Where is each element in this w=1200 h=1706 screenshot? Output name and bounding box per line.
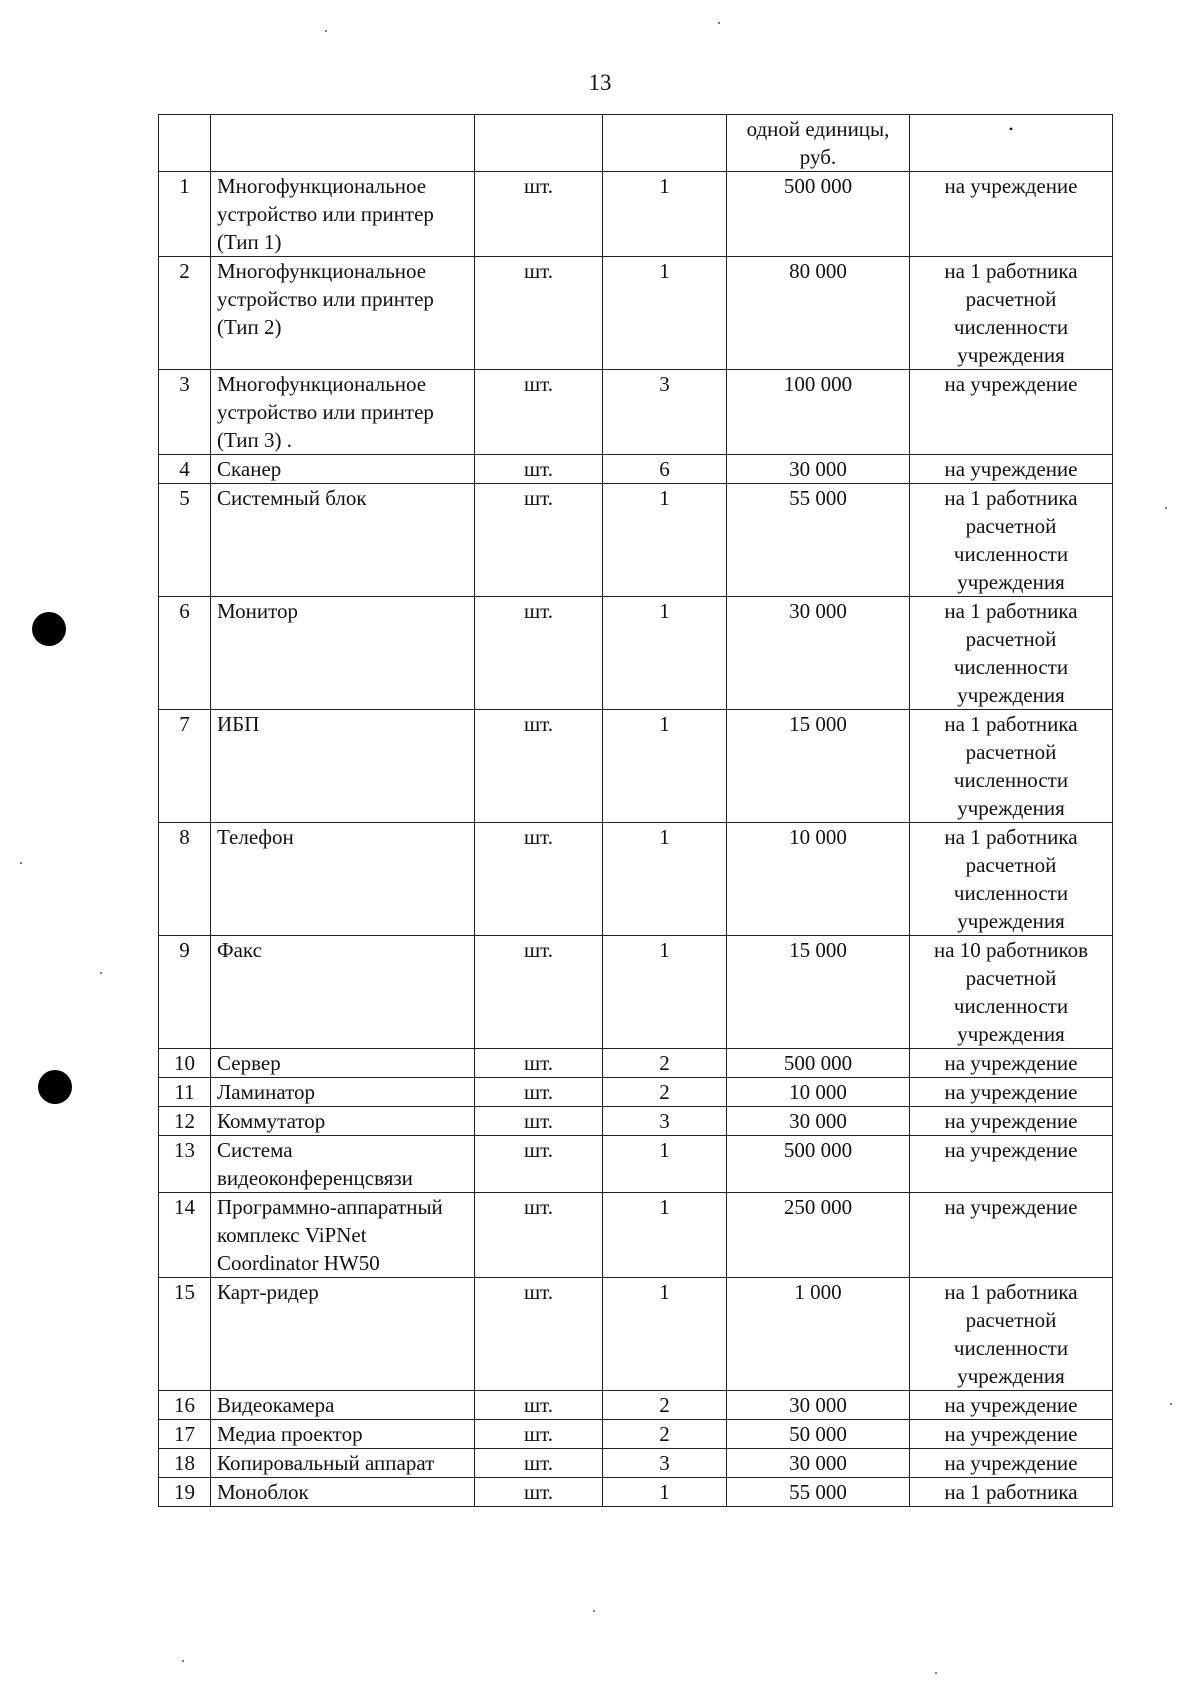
item-name: ИБП xyxy=(211,710,475,823)
row-number: 6 xyxy=(159,597,211,710)
item-quantity: 2 xyxy=(603,1391,727,1420)
binder-hole-upper xyxy=(32,612,66,646)
item-name: Медиа проектор xyxy=(211,1420,475,1449)
item-quantity: 6 xyxy=(603,455,727,484)
item-unit: шт. xyxy=(475,1078,603,1107)
item-price: 10 000 xyxy=(727,823,910,936)
item-unit: шт. xyxy=(475,597,603,710)
table-row xyxy=(159,1449,1113,1478)
row-number: 1 xyxy=(159,172,211,257)
item-basis: на учреждение xyxy=(910,1449,1113,1478)
scan-speck xyxy=(100,972,102,974)
header-name-cell xyxy=(211,115,475,172)
item-name: Многофункциональное устройство или принтер (Тип 2) xyxy=(211,257,475,370)
item-basis: на учреждение xyxy=(910,1420,1113,1449)
item-basis: на учреждение xyxy=(910,1049,1113,1078)
item-price: 10 000 xyxy=(727,1078,910,1107)
item-unit: шт. xyxy=(475,1391,603,1420)
item-unit: шт. xyxy=(475,1478,603,1507)
item-basis: на учреждение xyxy=(910,370,1113,455)
binder-hole-lower xyxy=(38,1070,72,1104)
table-row xyxy=(159,823,1113,936)
item-basis: на 1 работника расчетной численности учреждения xyxy=(910,823,1113,936)
item-unit: шт. xyxy=(475,823,603,936)
item-quantity: 1 xyxy=(603,710,727,823)
row-number: 13 xyxy=(159,1136,211,1193)
item-quantity: 1 xyxy=(603,484,727,597)
item-quantity: 2 xyxy=(603,1078,727,1107)
page-number: 13 xyxy=(588,70,612,95)
row-number: 5 xyxy=(159,484,211,597)
item-quantity: 2 xyxy=(603,1420,727,1449)
item-unit: шт. xyxy=(475,484,603,597)
item-quantity: 1 xyxy=(603,936,727,1049)
header-unit-cell xyxy=(475,115,603,172)
row-number: 14 xyxy=(159,1193,211,1278)
row-number: 19 xyxy=(159,1478,211,1507)
scan-speck xyxy=(182,1660,184,1662)
item-unit: шт. xyxy=(475,455,603,484)
item-name: Монитор xyxy=(211,597,475,710)
table-row xyxy=(159,484,1113,597)
item-name: Сканер xyxy=(211,455,475,484)
item-name: Телефон xyxy=(211,823,475,936)
table-row xyxy=(159,370,1113,455)
item-unit: шт. xyxy=(475,1136,603,1193)
table-row xyxy=(159,1391,1113,1420)
row-number: 11 xyxy=(159,1078,211,1107)
table-row xyxy=(159,1420,1113,1449)
item-price: 15 000 xyxy=(727,710,910,823)
item-basis: на 1 работника расчетной численности учреждения xyxy=(910,710,1113,823)
item-name: Моноблок xyxy=(211,1478,475,1507)
table-row xyxy=(159,1193,1113,1278)
scan-speck xyxy=(20,862,22,864)
item-price: 500 000 xyxy=(727,172,910,257)
item-quantity: 1 xyxy=(603,823,727,936)
table-row xyxy=(159,1278,1113,1391)
item-unit: шт. xyxy=(475,710,603,823)
item-name: Ламинатор xyxy=(211,1078,475,1107)
row-number: 12 xyxy=(159,1107,211,1136)
item-unit: шт. xyxy=(475,1049,603,1078)
item-basis: на 1 работника xyxy=(910,1478,1113,1507)
item-name: Копировальный аппарат xyxy=(211,1449,475,1478)
scan-speck xyxy=(593,1610,595,1612)
equipment-table xyxy=(158,114,1113,1507)
table-row xyxy=(159,1078,1113,1107)
item-unit: шт. xyxy=(475,1193,603,1278)
item-price: 30 000 xyxy=(727,597,910,710)
header-basis-cell: • xyxy=(910,115,1113,172)
table-row xyxy=(159,936,1113,1049)
item-unit: шт. xyxy=(475,1107,603,1136)
scan-speck xyxy=(1170,1403,1172,1405)
header-num-cell xyxy=(159,115,211,172)
item-basis: на учреждение xyxy=(910,455,1113,484)
item-basis: на 1 работника расчетной численности учреждения xyxy=(910,257,1113,370)
item-price: 30 000 xyxy=(727,455,910,484)
item-price: 55 000 xyxy=(727,484,910,597)
item-quantity: 1 xyxy=(603,257,727,370)
item-unit: шт. xyxy=(475,1278,603,1391)
item-price: 1 000 xyxy=(727,1278,910,1391)
item-quantity: 3 xyxy=(603,1449,727,1478)
table-row xyxy=(159,172,1113,257)
header-price-cell: одной единицы, руб. xyxy=(727,115,910,172)
item-quantity: 1 xyxy=(603,1193,727,1278)
scan-speck xyxy=(325,30,327,32)
item-basis: на учреждение xyxy=(910,1193,1113,1278)
item-unit: шт. xyxy=(475,370,603,455)
table-row xyxy=(159,710,1113,823)
item-price: 30 000 xyxy=(727,1391,910,1420)
item-basis: на учреждение xyxy=(910,1107,1113,1136)
item-quantity: 1 xyxy=(603,1136,727,1193)
table-row xyxy=(159,1478,1113,1507)
scan-speck xyxy=(1165,507,1167,509)
item-unit: шт. xyxy=(475,172,603,257)
item-name: Системный блок xyxy=(211,484,475,597)
item-basis: на учреждение xyxy=(910,1136,1113,1193)
item-price: 55 000 xyxy=(727,1478,910,1507)
item-unit: шт. xyxy=(475,1420,603,1449)
item-name: Сервер xyxy=(211,1049,475,1078)
table-row xyxy=(159,1136,1113,1193)
item-name: Многофункциональное устройство или принтер (Тип 3) . xyxy=(211,370,475,455)
item-basis: на 1 работника расчетной численности учреждения xyxy=(910,597,1113,710)
item-name: Система видеоконференцсвязи xyxy=(211,1136,475,1193)
row-number: 18 xyxy=(159,1449,211,1478)
row-number: 16 xyxy=(159,1391,211,1420)
item-unit: шт. xyxy=(475,936,603,1049)
item-name: Видеокамера xyxy=(211,1391,475,1420)
item-basis: на 1 работника расчетной численности учреждения xyxy=(910,484,1113,597)
item-quantity: 3 xyxy=(603,370,727,455)
item-unit: шт. xyxy=(475,1449,603,1478)
row-number: 9 xyxy=(159,936,211,1049)
scan-speck xyxy=(935,1672,937,1674)
item-basis: на учреждение xyxy=(910,172,1113,257)
item-price: 50 000 xyxy=(727,1420,910,1449)
scan-speck xyxy=(718,22,720,24)
row-number: 8 xyxy=(159,823,211,936)
item-basis: на 1 работника расчетной численности учреждения xyxy=(910,1278,1113,1391)
item-quantity: 1 xyxy=(603,597,727,710)
item-quantity: 1 xyxy=(603,1278,727,1391)
row-number: 17 xyxy=(159,1420,211,1449)
row-number: 2 xyxy=(159,257,211,370)
item-basis: на учреждение xyxy=(910,1078,1113,1107)
table-row xyxy=(159,455,1113,484)
table-row xyxy=(159,257,1113,370)
item-price: 15 000 xyxy=(727,936,910,1049)
item-price: 30 000 xyxy=(727,1449,910,1478)
table-row xyxy=(159,1049,1113,1078)
item-price: 500 000 xyxy=(727,1136,910,1193)
item-name: Факс xyxy=(211,936,475,1049)
item-name: Многофункциональное устройство или принтер (Тип 1) xyxy=(211,172,475,257)
item-unit: шт. xyxy=(475,257,603,370)
item-name: Карт-ридер xyxy=(211,1278,475,1391)
item-name: Программно-аппаратный комплекс ViPNet Coordinator HW50 xyxy=(211,1193,475,1278)
table-row xyxy=(159,1107,1113,1136)
item-basis: на учреждение xyxy=(910,1391,1113,1420)
item-basis: на 10 работников расчетной численности учреждения xyxy=(910,936,1113,1049)
row-number: 4 xyxy=(159,455,211,484)
item-price: 30 000 xyxy=(727,1107,910,1136)
row-number: 3 xyxy=(159,370,211,455)
item-price: 500 000 xyxy=(727,1049,910,1078)
item-price: 80 000 xyxy=(727,257,910,370)
header-continuation-row xyxy=(159,115,1113,172)
row-number: 15 xyxy=(159,1278,211,1391)
table-row xyxy=(159,597,1113,710)
item-price: 100 000 xyxy=(727,370,910,455)
row-number: 7 xyxy=(159,710,211,823)
item-price: 250 000 xyxy=(727,1193,910,1278)
item-quantity: 1 xyxy=(603,172,727,257)
row-number: 10 xyxy=(159,1049,211,1078)
item-name: Коммутатор xyxy=(211,1107,475,1136)
item-quantity: 2 xyxy=(603,1049,727,1078)
item-quantity: 3 xyxy=(603,1107,727,1136)
header-qty-cell xyxy=(603,115,727,172)
item-quantity: 1 xyxy=(603,1478,727,1507)
